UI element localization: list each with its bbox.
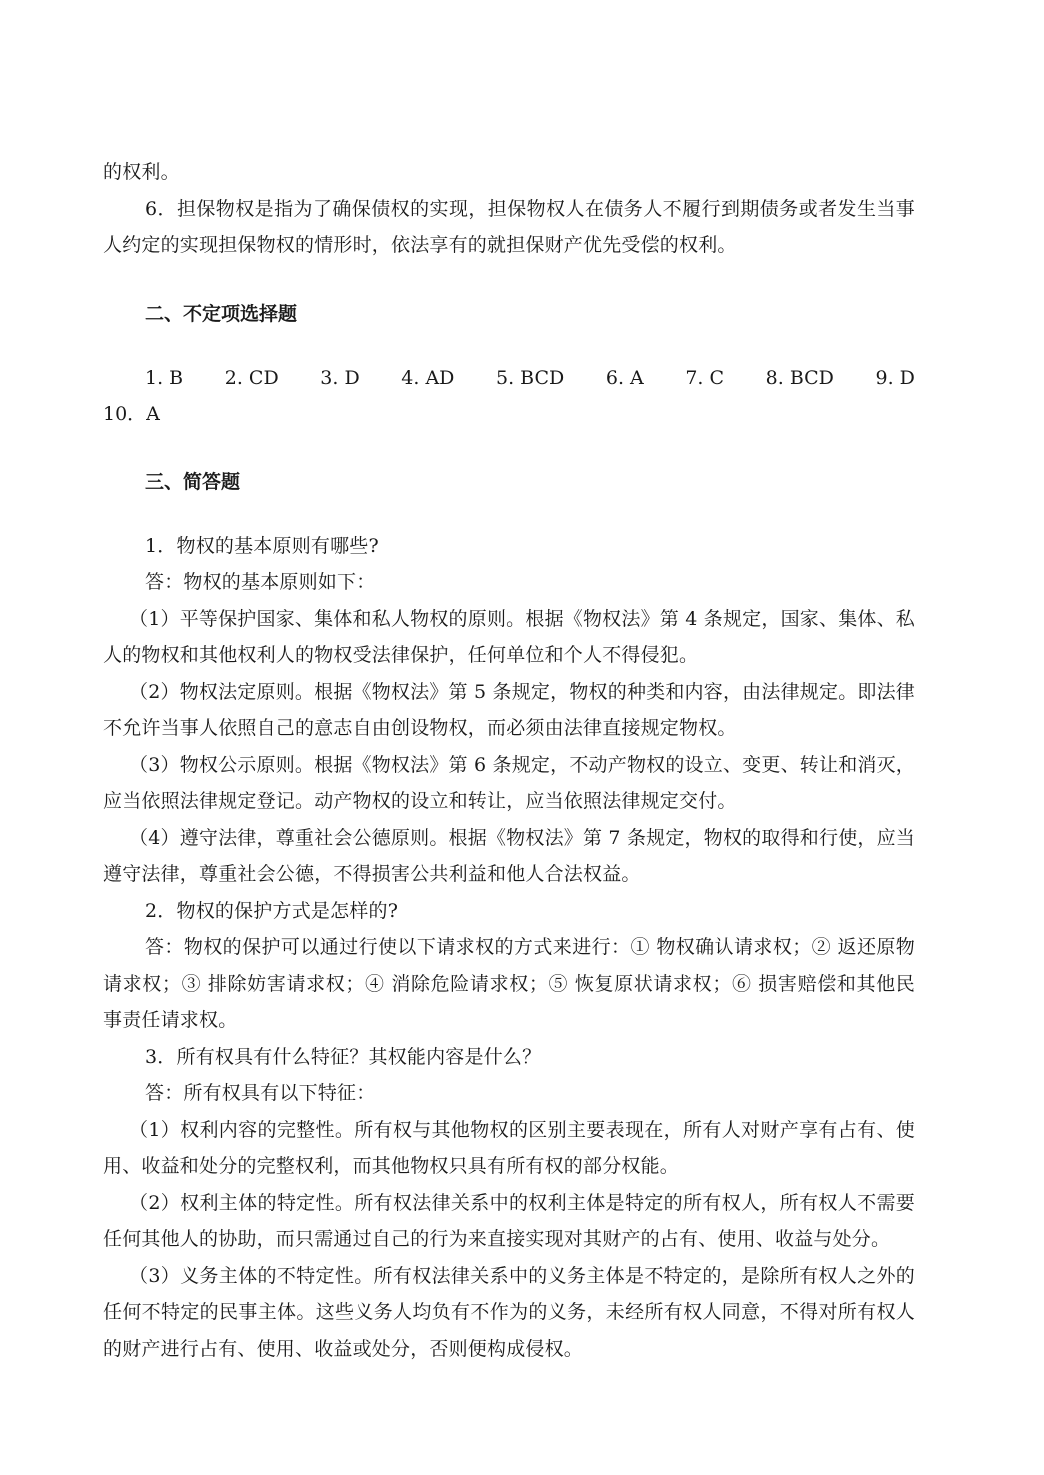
answer-3-point-3: （3）义务主体的不特定性。所有权法律关系中的义务主体是不特定的，是除所有权人之外的任何不特定的民事主体。这些义务人均负有不作为的义务，未经所有权人同意，不得对所有权人的财产进行占有、使用、收益或处分，否则便构成侵权。	[103, 1264, 915, 1360]
spacer	[103, 264, 915, 296]
answer-row	[103, 360, 915, 396]
answer-2: 答：物权的保护可以通过行使以下请求权的方式来进行：① 物权确认请求权；② 返还原物请求权；③ 排除妨害请求权；④ 消除危险请求权；⑤ 恢复原状请求权；⑥ 损害赔偿和其他民事责任请求权。	[103, 936, 915, 1031]
document-page	[103, 154, 915, 1367]
answer-key	[103, 360, 915, 432]
answer-item: 1. B	[145, 366, 184, 389]
answer-item: 5. BCD	[496, 366, 565, 389]
question-1: 1．物权的基本原则有哪些?	[145, 534, 379, 557]
answer-1-point-4: （4）遵守法律，尊重社会公德原则。根据《物权法》第 7 条规定，物权的取得和行使，应当遵守法律，尊重社会公德，不得损害公共利益和他人合法权益。	[103, 826, 915, 885]
question-2: 2．物权的保护方式是怎样的?	[145, 899, 399, 922]
spacer	[103, 500, 915, 528]
answer-3-point-2: （2）权利主体的特定性。所有权法律关系中的权利主体是特定的所有权人，所有权人不需要任何其他人的协助，而只需通过自己的行为来直接实现对其财产的占有、使用、收益与处分。	[103, 1191, 915, 1250]
answer-1-point-1: （1）平等保护国家、集体和私人物权的原则。根据《物权法》第 4 条规定，国家、集体、私人的物权和其他权利人的物权受法律保护，任何单位和个人不得侵犯。	[103, 607, 915, 666]
question-3: 3．所有权具有什么特征？其权能内容是什么？	[145, 1045, 542, 1068]
answer-3-point-1: （1）权利内容的完整性。所有权与其他物权的区别主要表现在，所有人对财产享有占有、使用、收益和处分的完整权利，而其他物权只具有所有权的部分权能。	[103, 1118, 915, 1177]
answer-1-point-3: （3）物权公示原则。根据《物权法》第 6 条规定，不动产物权的设立、变更、转让和消灭，应当依照法律规定登记。动产物权的设立和转让，应当依照法律规定交付。	[103, 753, 915, 812]
section-heading-multiple-choice: 二、不定项选择题	[145, 302, 298, 325]
paragraph-definition-6: 6．担保物权是指为了确保债权的实现，担保物权人在债务人不履行到期债务或者发生当事人约定的实现担保物权的情形时，依法享有的就担保财产优先受偿的权利。	[103, 197, 915, 256]
answer-item: 3. D	[320, 366, 360, 389]
answer-item: 4. AD	[401, 366, 455, 389]
answer-row-2: 10．A	[103, 402, 160, 425]
spacer	[103, 432, 915, 464]
spacer	[103, 332, 915, 360]
answer-item: 6. A	[605, 366, 644, 389]
paragraph-continuation: 的权利。	[103, 161, 180, 183]
answer-item: 7. C	[685, 366, 725, 389]
answer-item: 8. BCD	[765, 366, 834, 389]
answer-item: 2. CD	[224, 366, 279, 389]
answer-1-point-2: （2）物权法定原则。根据《物权法》第 5 条规定，物权的种类和内容，由法律规定。即法律不允许当事人依照自己的意志自由创设物权，而必须由法律直接规定物权。	[103, 680, 915, 739]
answer-item: 9. D	[875, 366, 915, 389]
section-heading-short-answer: 三、简答题	[145, 470, 241, 493]
answer-1-intro: 答：物权的基本原则如下：	[145, 571, 376, 593]
answer-3-intro: 答：所有权具有以下特征：	[145, 1082, 376, 1104]
